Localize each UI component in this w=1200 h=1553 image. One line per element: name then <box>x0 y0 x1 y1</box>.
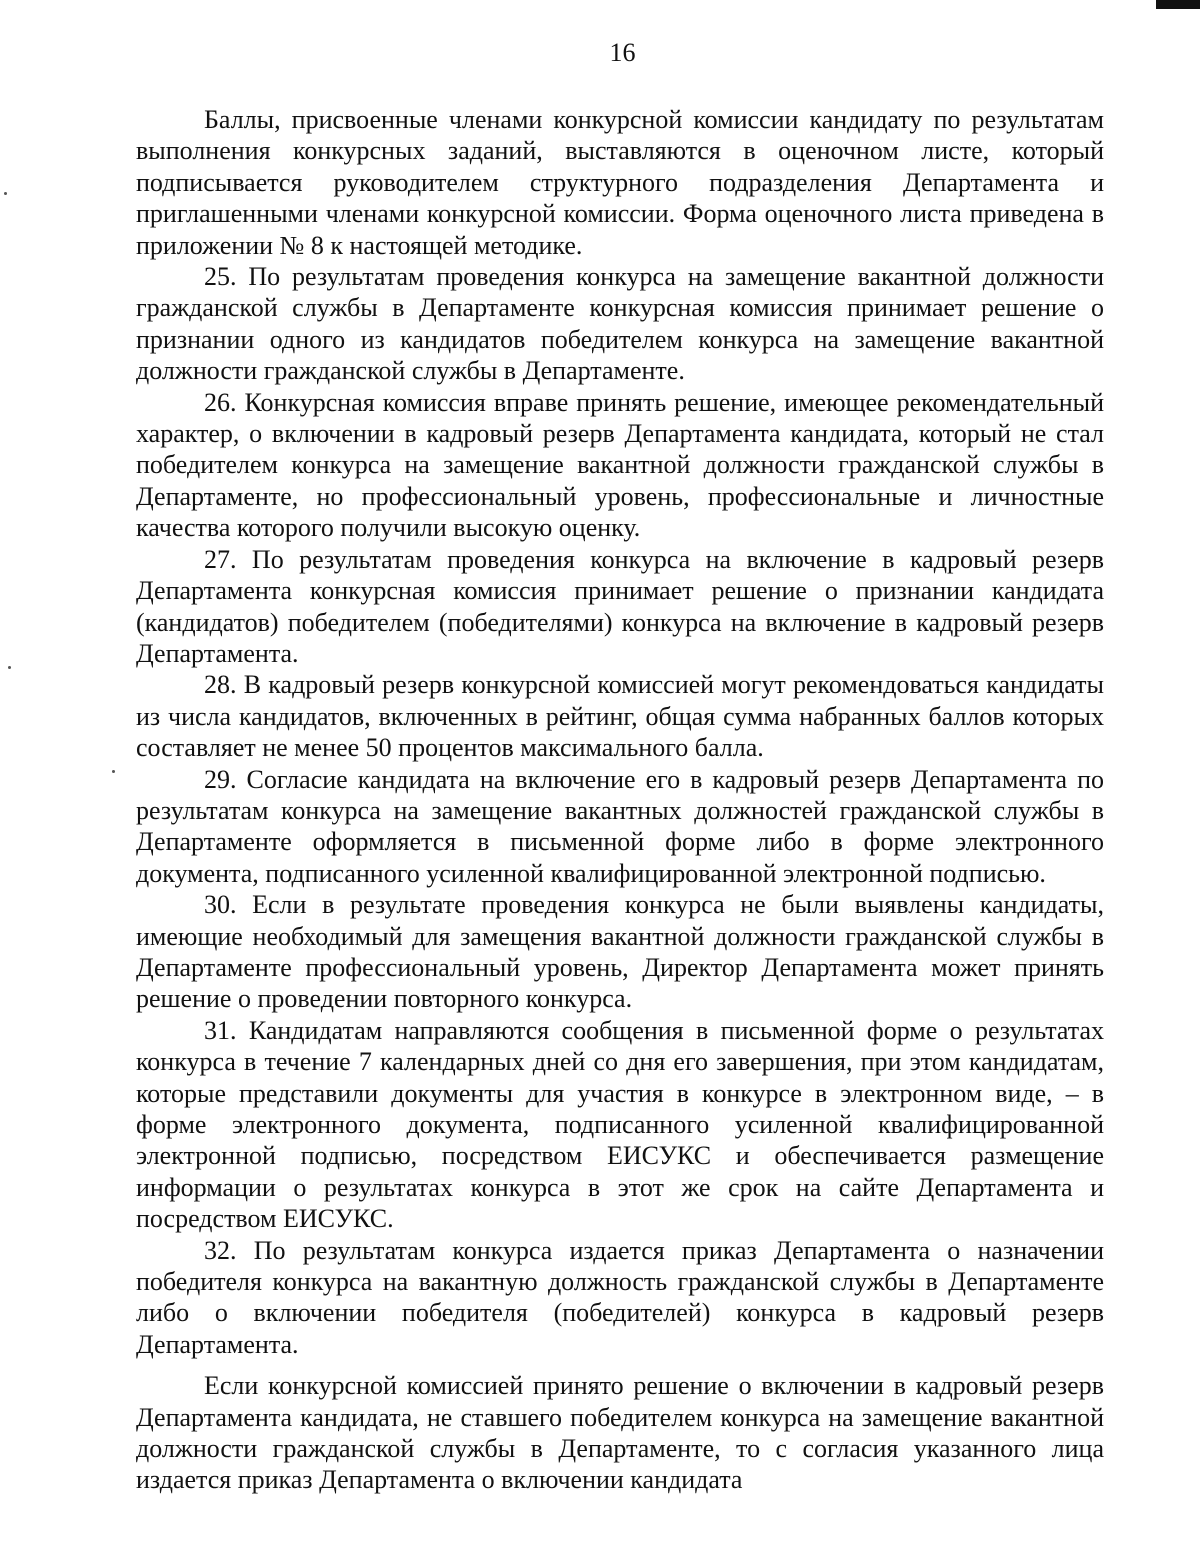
paragraph-ballots: Баллы, присвоенные членами конкурсной комиссии кандидату по результатам выполнения конкурсных заданий, выставляются в оценочном листе, который подписывается руководителем структурного подразделения Департамента и приглашенными членами конкурсной комиссии. Форма оценочного листа приведена в приложении № 8 к настоящей методике. <box>136 105 1104 260</box>
paragraph-30: 30. Если в результате проведения конкурса не были выявлены кандидаты, имеющие необходимый для замещения вакантной должности гражданской службы в Департаменте профессиональный уровень, Директор Департамента может принять решение о проведении повторного конкурса. <box>136 890 1104 1014</box>
scan-speck <box>4 192 7 195</box>
scan-speck <box>8 666 11 669</box>
page-number: 16 <box>609 38 636 67</box>
paragraph-26: 26. Конкурсная комиссия вправе принять решение, имеющее рекомендательный характер, о включении в кадровый резерв Департамента кандидата, который не стал победителем конкурса на замещение вакантной должности гражданской службы в Департаменте, но профессиональный уровень, профессиональные и личностные качества которого получили высокую оценку. <box>136 387 1104 543</box>
scan-speck <box>112 770 115 773</box>
paragraph-27: 27. По результатам проведения конкурса на включение в кадровый резерв Департамента конкурсная комиссия принимает решение о признании кандидата (кандидатов) победителем (победителями) конкурса на включение в кадровый резерв Департамента. <box>136 544 1104 668</box>
document-body <box>136 104 1104 1496</box>
paragraph-reserve-consent: Если конкурсной комиссией принято решение о включении в кадровый резерв Департамента кандидата, не ставшего победителем конкурса на замещение вакантной должности гражданской службы в Департаменте, то с согласия указанного лица издается приказ Департамента о включении кандидата <box>136 1371 1104 1495</box>
paragraph-28: 28. В кадровый резерв конкурсной комиссией могут рекомендоваться кандидаты из числа кандидатов, включенных в рейтинг, общая сумма набранных баллов которых составляет не менее 50 процентов максимального балла. <box>136 670 1104 763</box>
paragraph-29: 29. Согласие кандидата на включение его в кадровый резерв Департамента по результатам конкурса на замещение вакантных должностей гражданской службы в Департаменте оформляется в письменной форме либо в форме электронного документа, подписанного усиленной квалифицированной электронной подписью. <box>136 764 1104 888</box>
scan-edge-mark <box>1156 0 1200 9</box>
paragraph-25: 25. По результатам проведения конкурса на замещение вакантной должности гражданской службы в Департаменте конкурсная комиссия принимает решение о признании одного из кандидатов победителем конкурса на замещение вакантной должности гражданской службы в Департаменте. <box>136 262 1104 386</box>
paragraph-31: 31. Кандидатам направляются сообщения в письменной форме о результатах конкурса в течение 7 календарных дней со дня его завершения, при этом кандидатам, которые представили документы для участия в конкурсе в электронном виде, – в форме электронного документа, подписанного усиленной квалифицированной электронной подписью, посредством ЕИСУКС и обеспечивается размещение информации о результатах конкурса в этот же срок на сайте Департамента и посредством ЕИСУКС. <box>136 1015 1104 1234</box>
paragraph-32: 32. По результатам конкурса издается приказ Департамента о назначении победителя конкурса на вакантную должность гражданской службы в Департаменте либо о включении победителя (победителей) конкурса в кадровый резерв Департамента. <box>136 1235 1104 1359</box>
